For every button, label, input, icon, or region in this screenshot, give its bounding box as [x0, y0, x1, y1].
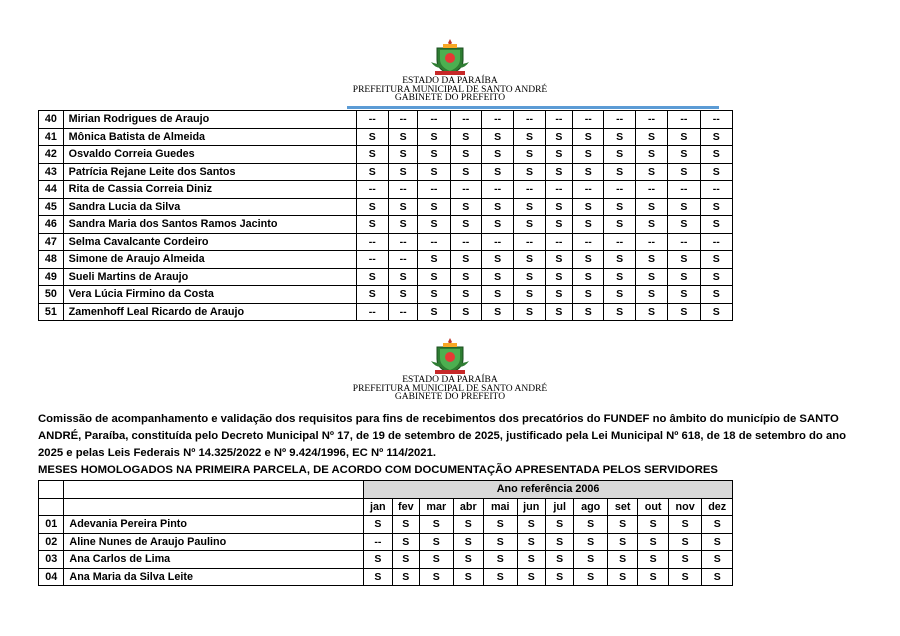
month-header-row	[39, 498, 733, 516]
month-status-cell: S	[668, 551, 702, 569]
month-header-nov: nov	[668, 498, 702, 516]
month-status-cell: --	[635, 181, 667, 199]
month-status-cell: S	[545, 286, 572, 304]
month-status-cell: S	[450, 286, 481, 304]
month-status-cell: S	[668, 533, 702, 551]
header-prefecture: PREFEITURA MUNICIPAL DE SANTO ANDRÉ	[352, 84, 548, 95]
month-header-out: out	[638, 498, 668, 516]
month-status-cell: --	[668, 181, 700, 199]
month-status-cell: S	[668, 198, 700, 216]
month-status-cell: S	[702, 551, 733, 569]
month-status-cell: --	[356, 251, 388, 269]
month-status-cell: S	[545, 216, 572, 234]
month-status-cell: --	[450, 233, 481, 251]
table-row	[39, 268, 733, 286]
month-status-cell: S	[668, 216, 700, 234]
month-status-cell: S	[418, 286, 450, 304]
month-header-mai: mai	[484, 498, 518, 516]
month-status-cell: --	[388, 233, 417, 251]
month-status-cell: S	[545, 146, 572, 164]
month-status-cell: --	[356, 233, 388, 251]
commission-statement	[38, 411, 868, 479]
month-status-cell: S	[450, 303, 481, 321]
month-status-cell: S	[453, 551, 483, 569]
month-status-cell: S	[607, 551, 637, 569]
month-status-cell: S	[418, 216, 450, 234]
month-status-cell: S	[481, 198, 513, 216]
month-status-cell: S	[635, 286, 667, 304]
month-status-cell: S	[604, 303, 635, 321]
month-status-cell: S	[668, 303, 700, 321]
month-status-cell: S	[573, 286, 604, 304]
month-status-cell: S	[356, 198, 388, 216]
table-row	[39, 233, 733, 251]
month-status-cell: --	[700, 111, 733, 129]
month-status-cell: --	[356, 111, 388, 129]
month-status-cell: --	[545, 233, 572, 251]
table-row	[39, 216, 733, 234]
header-office: GABINETE DO PREFEITO	[394, 392, 506, 402]
month-status-cell: S	[668, 163, 700, 181]
month-status-cell: S	[604, 268, 635, 286]
month-status-cell: --	[573, 233, 604, 251]
month-status-cell: S	[545, 163, 572, 181]
header-state: ESTADO DA PARAÍBA	[402, 375, 498, 385]
row-number: 51	[39, 303, 64, 321]
month-status-cell: S	[700, 146, 733, 164]
servants-table-2006	[38, 480, 733, 586]
month-status-cell: S	[668, 568, 702, 586]
commission-paragraph: Comissão de acompanhamento e validação dos requisitos para fins de recebimentos dos precatórios do FUNDEF no âmbito do município de SANTO ANDRÉ, Paraíba, constituída pelo Decreto Municipal Nº 17, de 19 de setembro de 2025, justificado pela Lei Municipal Nº 618, de 18 de setembro do ano 2025 e pelas Leis Federais Nº 14.325/2022 e Nº 9.424/1996, EC Nº 114/2021.	[38, 413, 847, 459]
servant-name: Sueli Martins de Araujo	[63, 268, 356, 286]
month-status-cell: --	[514, 233, 545, 251]
month-status-cell: S	[668, 146, 700, 164]
month-status-cell: S	[392, 551, 419, 569]
row-number: 44	[39, 181, 64, 199]
month-status-cell: S	[418, 163, 450, 181]
month-status-cell: S	[545, 533, 573, 551]
municipal-seal-icon	[429, 337, 471, 375]
month-status-cell: S	[450, 163, 481, 181]
servant-name: Ana Maria da Silva Leite	[64, 568, 364, 586]
month-status-cell: --	[514, 181, 545, 199]
table-row	[39, 111, 733, 129]
month-status-cell: S	[668, 251, 700, 269]
year-header-row	[39, 481, 733, 499]
servant-name: Zamenhoff Leal Ricardo de Araujo	[63, 303, 356, 321]
month-status-cell: S	[450, 128, 481, 146]
month-status-cell: S	[545, 516, 573, 534]
month-header-dez: dez	[702, 498, 733, 516]
header-prefecture: PREFEITURA MUNICIPAL DE SANTO ANDRÉ	[352, 383, 548, 394]
month-status-cell: S	[420, 568, 454, 586]
month-status-cell: --	[388, 251, 417, 269]
servant-name: Ana Carlos de Lima	[64, 551, 364, 569]
table-row	[39, 568, 733, 586]
month-status-cell: S	[638, 533, 668, 551]
month-status-cell: S	[392, 533, 419, 551]
header-state: ESTADO DA PARAÍBA	[402, 76, 498, 86]
month-status-cell: --	[418, 111, 450, 129]
row-number: 42	[39, 146, 64, 164]
month-status-cell: --	[604, 181, 635, 199]
month-status-cell: S	[514, 286, 545, 304]
month-status-cell: S	[481, 163, 513, 181]
row-number: 02	[39, 533, 64, 551]
row-number: 40	[39, 111, 64, 129]
servant-name: Sandra Lucia da Silva	[63, 198, 356, 216]
month-status-cell: S	[635, 198, 667, 216]
month-status-cell: --	[514, 111, 545, 129]
month-status-cell: --	[388, 303, 417, 321]
servant-name: Vera Lúcia Firmino da Costa	[63, 286, 356, 304]
month-status-cell: S	[514, 268, 545, 286]
month-status-cell: S	[700, 128, 733, 146]
month-status-cell: S	[418, 146, 450, 164]
month-status-cell: --	[604, 111, 635, 129]
month-status-cell: --	[635, 233, 667, 251]
month-status-cell: S	[638, 516, 668, 534]
month-status-cell: S	[484, 533, 518, 551]
month-status-cell: S	[574, 551, 608, 569]
month-status-cell: S	[635, 163, 667, 181]
servants-table-continued	[38, 110, 733, 321]
month-status-cell: S	[635, 303, 667, 321]
month-status-cell: S	[604, 251, 635, 269]
row-number: 49	[39, 268, 64, 286]
row-number: 48	[39, 251, 64, 269]
month-status-cell: S	[356, 216, 388, 234]
month-status-cell: S	[418, 198, 450, 216]
month-status-cell: S	[450, 198, 481, 216]
month-status-cell: S	[481, 216, 513, 234]
month-status-cell: S	[356, 286, 388, 304]
servant-name: Simone de Araujo Almeida	[63, 251, 356, 269]
month-status-cell: S	[638, 568, 668, 586]
servant-name: Adevania Pereira Pinto	[64, 516, 364, 534]
month-status-cell: S	[545, 568, 573, 586]
month-status-cell: S	[450, 216, 481, 234]
month-status-cell: S	[700, 268, 733, 286]
month-status-cell: S	[638, 551, 668, 569]
table-row	[39, 286, 733, 304]
month-status-cell: S	[517, 551, 545, 569]
servant-name: Osvaldo Correia Guedes	[63, 146, 356, 164]
month-status-cell: S	[388, 198, 417, 216]
month-status-cell: S	[356, 128, 388, 146]
month-status-cell: S	[453, 568, 483, 586]
row-number: 41	[39, 128, 64, 146]
month-status-cell: S	[517, 568, 545, 586]
month-status-cell: S	[388, 128, 417, 146]
month-header-fev: fev	[392, 498, 419, 516]
header-office: GABINETE DO PREFEITO	[394, 93, 506, 103]
month-status-cell: S	[604, 163, 635, 181]
row-number: 46	[39, 216, 64, 234]
municipal-seal-icon	[429, 38, 471, 76]
blank-cell	[39, 498, 64, 516]
month-status-cell: S	[481, 268, 513, 286]
table-row	[39, 251, 733, 269]
month-status-cell: S	[484, 551, 518, 569]
month-status-cell: S	[545, 551, 573, 569]
month-status-cell: --	[481, 233, 513, 251]
blank-cell	[64, 498, 364, 516]
month-status-cell: S	[545, 198, 572, 216]
header-rule	[347, 106, 719, 109]
month-status-cell: S	[635, 251, 667, 269]
table-row	[39, 181, 733, 199]
month-status-cell: S	[573, 216, 604, 234]
month-status-cell: S	[364, 551, 392, 569]
month-status-cell: S	[635, 146, 667, 164]
month-status-cell: S	[702, 568, 733, 586]
month-status-cell: S	[514, 251, 545, 269]
month-status-cell: --	[635, 111, 667, 129]
table-row	[39, 303, 733, 321]
month-status-cell: --	[364, 533, 392, 551]
month-status-cell: --	[388, 111, 417, 129]
month-status-cell: S	[573, 128, 604, 146]
month-status-cell: --	[356, 181, 388, 199]
month-status-cell: --	[700, 233, 733, 251]
month-status-cell: S	[388, 146, 417, 164]
row-number: 47	[39, 233, 64, 251]
month-status-cell: S	[604, 146, 635, 164]
month-status-cell: --	[450, 111, 481, 129]
month-status-cell: S	[607, 516, 637, 534]
month-status-cell: --	[356, 303, 388, 321]
month-status-cell: S	[418, 303, 450, 321]
letterhead-second	[300, 337, 600, 402]
servant-name: Aline Nunes de Araujo Paulino	[64, 533, 364, 551]
month-header-jan: jan	[364, 498, 392, 516]
month-status-cell: S	[700, 251, 733, 269]
row-number: 50	[39, 286, 64, 304]
homologated-months-subtitle: MESES HOMOLOGADOS NA PRIMEIRA PARCELA, DE ACORDO COM DOCUMENTAÇÃO APRESENTADA PELOS SERVIDORES	[38, 464, 718, 476]
row-number: 03	[39, 551, 64, 569]
month-status-cell: S	[481, 303, 513, 321]
month-status-cell: S	[635, 216, 667, 234]
month-status-cell: S	[514, 128, 545, 146]
month-status-cell: S	[668, 516, 702, 534]
month-status-cell: S	[481, 286, 513, 304]
month-header-abr: abr	[453, 498, 483, 516]
month-status-cell: S	[545, 268, 572, 286]
table-row	[39, 533, 733, 551]
month-status-cell: S	[481, 128, 513, 146]
month-status-cell: S	[573, 303, 604, 321]
month-status-cell: S	[388, 268, 417, 286]
table-row	[39, 163, 733, 181]
month-status-cell: S	[514, 146, 545, 164]
month-status-cell: S	[453, 516, 483, 534]
month-status-cell: S	[484, 516, 518, 534]
month-status-cell: S	[574, 516, 608, 534]
month-status-cell: S	[700, 303, 733, 321]
month-status-cell: S	[607, 533, 637, 551]
month-status-cell: S	[514, 198, 545, 216]
month-status-cell: S	[573, 198, 604, 216]
month-status-cell: S	[700, 216, 733, 234]
month-status-cell: S	[517, 533, 545, 551]
row-number: 04	[39, 568, 64, 586]
month-status-cell: --	[545, 111, 572, 129]
table-row	[39, 128, 733, 146]
servant-name: Sandra Maria dos Santos Ramos Jacinto	[63, 216, 356, 234]
month-status-cell: --	[668, 111, 700, 129]
month-status-cell: S	[514, 216, 545, 234]
month-status-cell: S	[481, 146, 513, 164]
table-row	[39, 198, 733, 216]
row-number: 45	[39, 198, 64, 216]
month-status-cell: --	[573, 181, 604, 199]
month-status-cell: S	[573, 146, 604, 164]
month-status-cell: S	[418, 251, 450, 269]
month-status-cell: S	[668, 128, 700, 146]
month-status-cell: S	[420, 516, 454, 534]
month-status-cell: S	[700, 198, 733, 216]
month-status-cell: S	[574, 568, 608, 586]
month-status-cell: --	[668, 233, 700, 251]
month-status-cell: S	[364, 568, 392, 586]
servant-name: Rita de Cassia Correia Diniz	[63, 181, 356, 199]
table-row	[39, 551, 733, 569]
month-status-cell: S	[668, 286, 700, 304]
month-status-cell: S	[635, 128, 667, 146]
month-status-cell: --	[418, 233, 450, 251]
month-status-cell: --	[481, 111, 513, 129]
month-status-cell: S	[604, 286, 635, 304]
month-status-cell: S	[700, 286, 733, 304]
month-status-cell: S	[517, 516, 545, 534]
blank-cell	[64, 481, 364, 499]
month-status-cell: S	[481, 251, 513, 269]
month-status-cell: --	[545, 181, 572, 199]
month-status-cell: S	[702, 516, 733, 534]
blank-cell	[39, 481, 64, 499]
year-reference-label: Ano referência 2006	[364, 481, 733, 499]
table-row	[39, 146, 733, 164]
month-status-cell: S	[545, 128, 572, 146]
month-status-cell: S	[418, 128, 450, 146]
month-status-cell: S	[356, 163, 388, 181]
month-status-cell: S	[484, 568, 518, 586]
month-header-set: set	[607, 498, 637, 516]
servant-name: Mônica Batista de Almeida	[63, 128, 356, 146]
servant-name: Patrícia Rejane Leite dos Santos	[63, 163, 356, 181]
month-status-cell: S	[453, 533, 483, 551]
month-status-cell: S	[668, 268, 700, 286]
month-status-cell: S	[604, 216, 635, 234]
month-status-cell: S	[356, 268, 388, 286]
month-status-cell: S	[574, 533, 608, 551]
month-header-jun: jun	[517, 498, 545, 516]
month-status-cell: S	[420, 533, 454, 551]
month-header-mar: mar	[420, 498, 454, 516]
month-header-jul: jul	[545, 498, 573, 516]
letterhead-top	[300, 38, 600, 103]
month-status-cell: --	[604, 233, 635, 251]
month-status-cell: --	[481, 181, 513, 199]
month-status-cell: S	[573, 163, 604, 181]
month-status-cell: S	[392, 568, 419, 586]
month-status-cell: S	[364, 516, 392, 534]
month-status-cell: S	[450, 251, 481, 269]
month-status-cell: S	[545, 303, 572, 321]
month-status-cell: --	[388, 181, 417, 199]
month-status-cell: --	[418, 181, 450, 199]
month-status-cell: --	[573, 111, 604, 129]
month-status-cell: S	[514, 303, 545, 321]
month-status-cell: S	[607, 568, 637, 586]
month-status-cell: S	[635, 268, 667, 286]
month-status-cell: S	[420, 551, 454, 569]
month-status-cell: S	[604, 128, 635, 146]
month-status-cell: S	[388, 286, 417, 304]
month-status-cell: S	[702, 533, 733, 551]
month-status-cell: S	[700, 163, 733, 181]
table-row	[39, 516, 733, 534]
row-number: 43	[39, 163, 64, 181]
row-number: 01	[39, 516, 64, 534]
month-status-cell: S	[604, 198, 635, 216]
servant-name: Selma Cavalcante Cordeiro	[63, 233, 356, 251]
month-status-cell: S	[418, 268, 450, 286]
month-status-cell: S	[573, 251, 604, 269]
servant-name: Mirian Rodrigues de Araujo	[63, 111, 356, 129]
month-status-cell: --	[700, 181, 733, 199]
month-header-ago: ago	[574, 498, 608, 516]
month-status-cell: S	[388, 163, 417, 181]
month-status-cell: S	[388, 216, 417, 234]
month-status-cell: S	[450, 268, 481, 286]
month-status-cell: S	[514, 163, 545, 181]
month-status-cell: S	[356, 146, 388, 164]
month-status-cell: S	[450, 146, 481, 164]
month-status-cell: S	[392, 516, 419, 534]
month-status-cell: S	[545, 251, 572, 269]
month-status-cell: --	[450, 181, 481, 199]
month-status-cell: S	[573, 268, 604, 286]
